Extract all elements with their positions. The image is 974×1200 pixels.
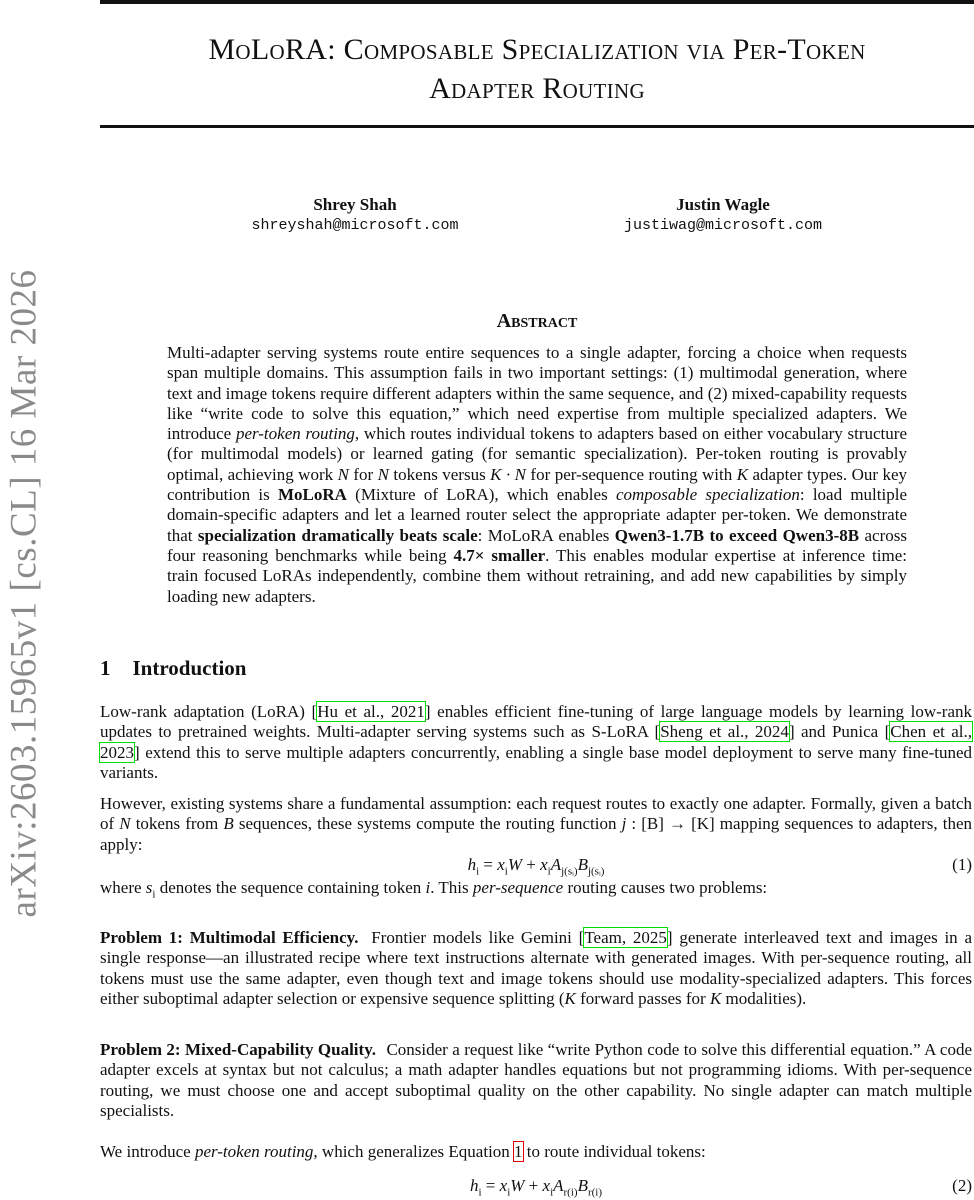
math-subscript: r(i) — [587, 1186, 602, 1199]
math-subscript: i — [478, 1186, 482, 1199]
text-run: adapter types. Our key contribution is — [167, 464, 907, 505]
text-run: Frontier models like Gemini [ — [364, 928, 585, 947]
text-run: forward passes for — [575, 988, 710, 1008]
math-symbol: W — [507, 855, 522, 874]
author-email[interactable]: justiwag@microsoft.com — [623, 217, 823, 234]
author-1 — [205, 194, 505, 236]
author-email[interactable]: shreyshah@microsoft.com — [251, 217, 459, 234]
text-run: where — [100, 878, 146, 897]
paragraph-lead: Problem 2: Mixed-Capability Quality. — [100, 1040, 377, 1059]
equation-ref-link[interactable]: 1 — [514, 1142, 523, 1161]
italic-text: per-token routing — [235, 424, 355, 444]
equation-1 — [100, 855, 972, 877]
text-run: + — [522, 855, 541, 874]
paper-title — [100, 30, 974, 108]
math-subscript: i — [547, 865, 551, 878]
math-symbol: A — [550, 855, 562, 874]
section-title: Introduction — [132, 656, 247, 680]
text-run: Multi-adapter serving systems route entire sequences to a single adapter, forcing a choice when requests span multiple domains. This assumption fails in two important settings: (1) multimodal generation, where text and image tokens require different adapters within the same sequence, and (2) mixed-capability requests like “write code to solve this equation,” which need expertise from multiple specialized adapters. We introduce — [167, 343, 907, 444]
math-symbol: B — [577, 855, 588, 874]
math-subscript: j(sᵢ) — [561, 865, 578, 878]
paragraph-3 — [100, 878, 972, 905]
math-subscript: i — [507, 1186, 511, 1199]
equation-body — [100, 1176, 972, 1198]
text-run: to route individual tokens: — [522, 1142, 706, 1161]
paragraph-problem-2 — [100, 1040, 972, 1121]
math-symbol: N — [337, 464, 349, 484]
italic-text: per-sequence — [472, 878, 564, 897]
abstract-heading: Abstract — [496, 310, 578, 332]
math-symbol: x — [497, 855, 505, 874]
text-run: However, existing systems share a fundamental assumption: each request routes to exactly one adapter. Formally, given a batch of — [100, 794, 972, 834]
text-run: + — [524, 1176, 543, 1195]
text-run: . This — [430, 878, 473, 897]
math-subscript: i — [152, 888, 156, 901]
bold-text: MoLoRA — [277, 485, 347, 505]
paragraph-problem-1 — [100, 928, 972, 1009]
text-run: , which routes individual tokens to adapters based on either vocabulary structure (for multimodal models) or learned gating (for semantic specialization). Per-token routing is provably optimal, achieving work — [167, 424, 907, 484]
text-run: ] enables efficient fine-tuning of large language models by learning low-rank updates to pretrained weights. Multi-adapter serving systems such as S-LoRA [ — [100, 702, 972, 742]
author-2 — [573, 194, 873, 236]
citation-link[interactable]: Team, 2025 — [584, 928, 667, 947]
math-symbol: K — [736, 464, 749, 484]
citation-link[interactable]: Chen et al., 2023 — [100, 722, 972, 762]
text-run: : [B] → [K] mapping sequences to adapters, then apply: — [100, 814, 972, 854]
text-run: (Mixture of LoRA), which enables — [346, 485, 616, 505]
text-run: Low-rank adaptation (LoRA) [ — [100, 702, 318, 721]
text-run: ] extend this to serve multiple adapters concurrently, enabling a single base model deployment to serve many fine-tuned variants. — [100, 742, 972, 782]
author-name: Shrey Shah — [313, 195, 397, 214]
equation-2 — [100, 1176, 972, 1198]
paragraph-2 — [100, 794, 972, 855]
equation-number: (1) — [952, 855, 972, 874]
text-run: ] and Punica [ — [788, 722, 891, 742]
math-symbol: K — [709, 988, 722, 1008]
title-bottom-rule — [100, 125, 974, 128]
citation-link[interactable]: Sheng et al., 2024 — [660, 722, 789, 742]
text-run: tokens versus — [388, 464, 491, 484]
text-run: for per-sequence routing with — [525, 464, 737, 484]
text-run: : MoLoRA enables — [477, 525, 615, 545]
text-run: tokens from — [130, 814, 224, 834]
math-symbol: i — [425, 878, 431, 897]
math-symbol: x — [542, 1176, 551, 1195]
bold-text: 4.7× smaller — [453, 545, 546, 565]
math-symbol: N — [119, 814, 131, 834]
equation-body — [100, 855, 972, 877]
bold-text: specialization dramatically beats scale — [197, 525, 478, 545]
math-symbol: K — [564, 988, 576, 1008]
math-symbol: B — [577, 1176, 588, 1195]
italic-text: per-token routing — [194, 1142, 314, 1161]
math-symbol: x — [499, 1176, 508, 1195]
text-run: = — [481, 1176, 500, 1195]
text-run: sequences, these systems compute the routing function — [233, 814, 622, 834]
italic-text: composable specialization — [615, 485, 800, 505]
section-number: 1 — [100, 656, 111, 680]
math-subscript: r(i) — [563, 1186, 578, 1199]
math-symbol: x — [540, 855, 548, 874]
top-rule — [100, 0, 974, 4]
abstract-text — [167, 343, 907, 607]
math-subscript: j(sᵢ) — [587, 865, 605, 878]
text-run: for — [348, 464, 378, 484]
math-subscript: i — [550, 1186, 554, 1199]
citation-link[interactable]: Hu et al., 2021 — [317, 702, 425, 721]
text-run: routing causes two problems: — [563, 878, 768, 897]
math-symbol: B — [223, 814, 234, 834]
text-run: : load multiple domain-specific adapters and let a learned router select the appropriate adapter per-token. We demonstrate that — [167, 485, 907, 545]
math-symbol: h — [467, 855, 477, 874]
paragraph-1 — [100, 702, 972, 783]
math-subscript: i — [504, 865, 508, 878]
math-symbol: s — [145, 878, 153, 897]
text-run: ] generate interleaved text and images in a single response—an illustrated recipe where text instructions alternate with generated images. With per-sequence routing, all tokens must use the same adapter, even though text and image tokens should use modality-specialized adapters. This forces either suboptimal adapter selection or expensive sequence splitting ( — [100, 928, 973, 1008]
title-line-2: Adapter Routing — [429, 72, 645, 105]
paragraph-4 — [100, 1142, 972, 1162]
math-symbol: K · N — [490, 464, 526, 484]
math-subscript: i — [476, 865, 480, 878]
math-symbol: N — [377, 464, 389, 484]
math-symbol: h — [469, 1176, 479, 1195]
equation-number: (2) — [952, 1176, 972, 1195]
text-run: modalities). — [721, 988, 807, 1008]
text-run: denotes the sequence containing token — [155, 878, 426, 897]
text-run: = — [479, 855, 498, 874]
math-symbol: j — [621, 814, 627, 834]
math-symbol: A — [553, 1176, 564, 1195]
text-run: , which generalizes Equation — [313, 1142, 515, 1161]
bold-text: Qwen3-1.7B to exceed Qwen3-8B — [614, 525, 860, 545]
section-heading-introduction — [100, 656, 246, 681]
paragraph-lead: Problem 1: Multimodal Efficiency. — [100, 928, 359, 947]
math-symbol: W — [510, 1176, 525, 1195]
text-run: Consider a request like “write Python code to solve this differential equation.” A code adapter excels at syntax but not calculus; a math adapter handles equations but not programming idioms. With per-sequence routing, we must choose one and accept suboptimal quality on the other capability. No single adapter can match multiple specialists. — [100, 1040, 972, 1120]
text-run: across four reasoning benchmarks while being — [167, 525, 907, 565]
text-run: . This enables modular expertise at inference time: train focused LoRAs independently, combine them without retraining, and add new capabilities by simply loading new adapters. — [167, 545, 907, 606]
arxiv-stamp: arXiv:2603.15965v1 [cs.CL] 16 Mar 2026 — [3, 269, 45, 918]
author-name: Justin Wagle — [676, 195, 770, 214]
title-line-1: MoLoRA: Composable Specialization via Per-Token — [208, 33, 866, 66]
text-run: We introduce — [100, 1142, 195, 1161]
